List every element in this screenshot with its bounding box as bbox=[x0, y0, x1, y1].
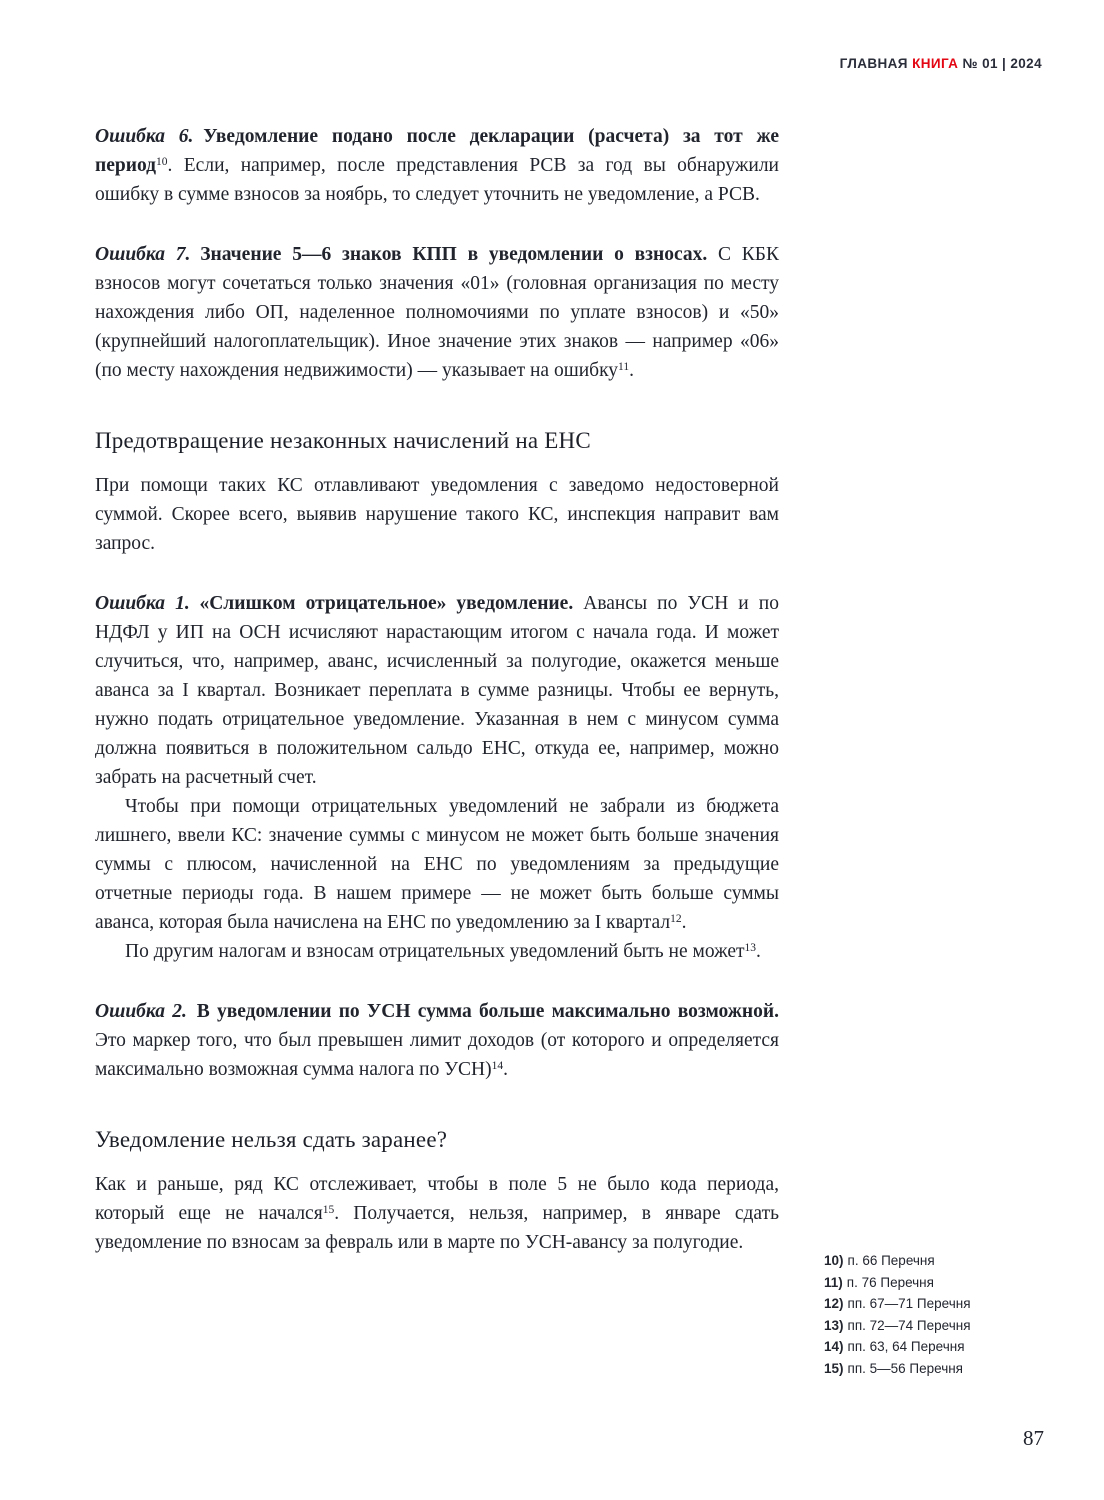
text-segment: Авансы по УСН и по НДФЛ у ИП на ОСН исчисляют нарастающим итогом с начала года. И может случиться, что, например, аванс, исчисленный за полугодие, окажется меньше аванса за I квартал. Возникает переплата в сумме разницы. Чтобы ее вернуть, нужно подать отрицательное уведомление. Указанная в нем с минусом сумма должна появиться в положительном сальдо ЕНС, откуда ее, например, можно забрать на расчетный счет. bbox=[95, 593, 779, 788]
text-segment: Уведомление нельзя сдать заранее? bbox=[95, 1127, 448, 1152]
text-segment: . Получается, нельзя, например, в январе сдать уведомление по взносам за февраль или в марте по УСН-авансу за полугодие. bbox=[95, 1203, 779, 1253]
footnote-number: 13) bbox=[824, 1317, 844, 1333]
footnote-number: 14) bbox=[824, 1339, 844, 1354]
footnote-reference: 12 bbox=[670, 913, 682, 926]
footnote-text: пп. 67—71 Перечня bbox=[847, 1296, 971, 1311]
footnote-item bbox=[824, 1336, 1009, 1358]
text-segment: Значение 5—6 знаков КПП в уведомлении о взносах. bbox=[200, 244, 708, 265]
footnote-item bbox=[824, 1250, 1009, 1272]
text-segment: Это маркер того, что был превышен лимит доходов (от которого и определяется максимально возможная сумма налога по УСН) bbox=[95, 1030, 779, 1080]
footnote-text: п. 76 Перечня bbox=[846, 1274, 934, 1290]
text-segment: Ошибка 6. bbox=[95, 126, 204, 147]
footnote-reference: 13 bbox=[744, 942, 756, 955]
footnote-text: пп. 63, 64 Перечня bbox=[847, 1339, 965, 1354]
footnote-item bbox=[824, 1315, 1009, 1337]
footnote-reference: 15 bbox=[322, 1204, 335, 1217]
footnote-number: 10) bbox=[824, 1253, 844, 1268]
text-segment: . Если, например, после представления РСВ за год вы обнаружили ошибку в сумме взносов за ноябрь, то следует уточнить не уведомление, а РСВ. bbox=[95, 155, 779, 205]
text-segment: . bbox=[629, 360, 634, 381]
text-segment: В уведомлении по УСН сумма больше максимально возможной. bbox=[196, 1001, 779, 1022]
text-segment: Ошибка 1. bbox=[95, 593, 200, 614]
text-segment: По другим налогам и взносам отрицательных уведомлений быть не может bbox=[125, 941, 745, 962]
text-segment: Уведомление подано после декларации (расчета) за тот же период bbox=[95, 126, 779, 176]
section-heading-ens bbox=[95, 427, 779, 455]
footnote-text: п. 66 Перечня bbox=[847, 1253, 935, 1268]
text-segment: Предотвращение незаконных начислений на ЕНС bbox=[95, 428, 591, 453]
error-7-paragraph bbox=[95, 240, 779, 385]
error-6-paragraph bbox=[95, 122, 779, 209]
text-segment: Ошибка 2. bbox=[95, 1001, 197, 1022]
footnote-item bbox=[824, 1272, 1009, 1294]
footnote-item bbox=[824, 1293, 1009, 1315]
text-segment: . bbox=[681, 912, 687, 933]
footnote-number: 15) bbox=[824, 1360, 844, 1376]
text-segment: . bbox=[756, 941, 761, 962]
paragraph-early-submission bbox=[95, 1170, 779, 1257]
paragraph-negative-limit bbox=[95, 792, 779, 937]
footnote-number: 12) bbox=[824, 1296, 844, 1311]
magazine-title-dark: ГЛАВНАЯ bbox=[839, 56, 908, 71]
section-heading-early-submission bbox=[95, 1126, 779, 1154]
article-body bbox=[95, 122, 779, 1257]
text-segment: Чтобы при помощи отрицательных уведомлений не забрали из бюджета лишнего, ввели КС: значение суммы с минусом не может быть больше значения суммы с плюсом, начисленной на ЕНС по уведомлениям за предыдущие отчетные периоды года. В нашем примере — не может быть больше суммы аванса, которая была начислена на ЕНС по уведомлению за I квартал bbox=[95, 796, 779, 933]
footnote-text: пп. 72—74 Перечня bbox=[847, 1317, 971, 1333]
magazine-title-red: КНИГА bbox=[912, 56, 959, 71]
footnote-reference: 11 bbox=[618, 361, 630, 374]
text-segment: С КБК взносов могут сочетаться только значения «01» (головная организация по месту нахождения либо ОП, наделенное полномочиями по уплате взносов) и «50» (крупнейший налогоплательщик). Иное значение этих знаков — например «06» (по месту нахождения недвижимости) — указывает на ошибку bbox=[95, 244, 779, 381]
footnotes-sidebar bbox=[824, 1250, 1009, 1379]
footnote-text: пп. 5—56 Перечня bbox=[847, 1360, 963, 1376]
paragraph-other-taxes bbox=[95, 937, 779, 966]
text-segment: Ошибка 7. bbox=[95, 244, 201, 265]
footnote-reference: 14 bbox=[491, 1060, 504, 1073]
footnote-item bbox=[824, 1358, 1009, 1380]
text-segment: При помощи таких КС отлавливают уведомления с заведомо недостоверной суммой. Скорее всего, выявив нарушение такого КС, инспекция направит вам запрос. bbox=[95, 475, 779, 554]
text-segment: . bbox=[503, 1059, 508, 1080]
text-segment: «Слишком отрицательное» уведомление. bbox=[199, 593, 574, 614]
page-number: 87 bbox=[1023, 1426, 1044, 1450]
footnote-reference: 10 bbox=[156, 156, 168, 169]
text-segment: Как и раньше, ряд КС отслеживает, чтобы в поле 5 не было кода периода, который еще не начался bbox=[95, 1174, 779, 1224]
footnote-number: 11) bbox=[824, 1274, 843, 1290]
paragraph-ens-intro bbox=[95, 471, 779, 558]
issue-number: № 01 | 2024 bbox=[962, 56, 1042, 71]
error-2-paragraph bbox=[95, 997, 779, 1084]
page-header bbox=[840, 56, 1042, 71]
error-1-paragraph bbox=[95, 589, 779, 792]
